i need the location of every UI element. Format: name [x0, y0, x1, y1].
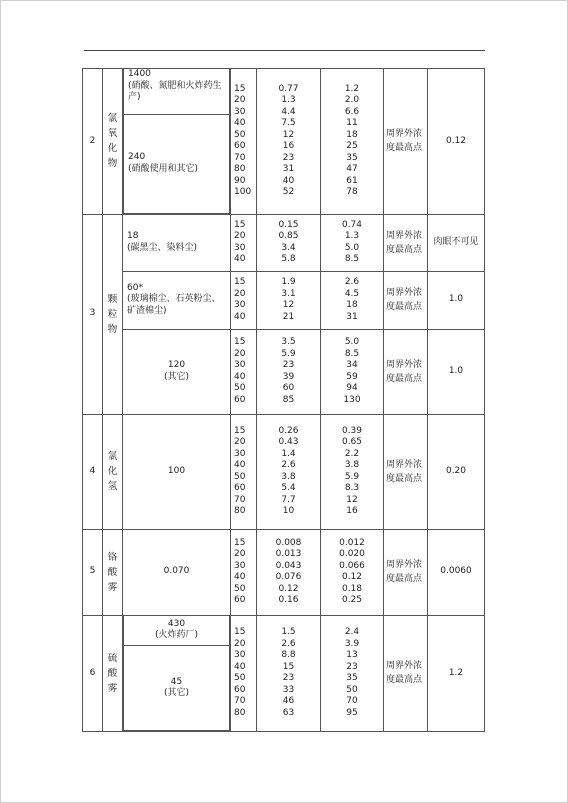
concentration-limit: 1.0 [428, 271, 485, 329]
rate-values-col-a: 0.26 0.43 1.4 2.6 3.8 5.4 7.7 10 [257, 414, 321, 529]
monitoring-location: 周界外浓 度最高点 [384, 271, 428, 329]
rate-note: (碳黑尘、染料尘) [127, 242, 198, 253]
rate-values-col-a: 1.9 3.1 12 21 [257, 271, 321, 329]
monitoring-location: 周界外浓 度最高点 [384, 414, 428, 529]
monitoring-location: 周界外浓 度最高点 [384, 214, 428, 271]
table-row-3b [83, 271, 485, 329]
pollutant-name: 氯 化 氢 [103, 414, 123, 529]
rate-label: 120 [167, 360, 186, 370]
table-row-2 [83, 69, 485, 215]
rate-values-col-b: 2.6 4.5 18 31 [321, 271, 384, 329]
rate-values-col-b: 0.012 0.020 0.066 0.12 0.18 0.25 [321, 529, 384, 615]
pollutant-name: 铬 酸 雾 [103, 529, 123, 615]
row-number: 3 [83, 214, 103, 414]
row-number: 2 [83, 69, 103, 215]
rate-label: 18 [127, 231, 139, 241]
rate-cell [123, 69, 231, 215]
rate-values-col-b: 0.39 0.65 2.2 3.8 5.9 8.3 12 16 [321, 414, 384, 529]
height-list: 15 20 30 40 [231, 214, 257, 271]
rate-note: (硝酸使用和其它) [128, 163, 199, 174]
monitoring-location: 周界外浓 度最高点 [384, 69, 428, 215]
row-number: 6 [83, 615, 103, 732]
height-list: 15 20 30 40 50 60 70 80 [231, 615, 257, 732]
row-number: 4 [83, 414, 103, 529]
rate-values-col-a: 1.5 2.6 8.8 15 23 33 46 63 [257, 615, 321, 732]
monitoring-location: 周界外浓 度最高点 [384, 329, 428, 414]
rate-note: (火炸药厂) [154, 630, 199, 641]
height-list: 15 20 30 40 50 60 70 80 [231, 414, 257, 529]
concentration-limit: 1.0 [428, 329, 485, 414]
rate-note: (其它) [163, 688, 190, 698]
concentration-limit: 肉眼不可见 [428, 214, 485, 271]
rate-note: 矿渣棉尘) [127, 305, 167, 316]
rate-note: (硝酸、氮肥和火炸药生 [128, 80, 222, 91]
rate-values-col-a: 0.15 0.85 3.4 5.8 [257, 214, 321, 271]
concentration-limit: 0.20 [428, 414, 485, 529]
table-row-5 [83, 529, 485, 615]
emission-standards-table [82, 68, 485, 732]
concentration-limit: 0.12 [428, 69, 485, 215]
concentration-limit: 1.2 [428, 615, 485, 732]
rate-values-col-a: 0.008 0.013 0.043 0.076 0.12 0.16 [257, 529, 321, 615]
header-rule [84, 50, 485, 51]
pollutant-name: 硫 酸 雾 [103, 615, 123, 732]
rate-values-col-b: 0.74 1.3 5.0 8.5 [321, 214, 384, 271]
rate-values-col-a: 0.77 1.3 4.4 7.5 12 16 23 31 40 52 [257, 69, 321, 215]
monitoring-location: 周界外浓 度最高点 [384, 529, 428, 615]
rate-cell: 0.070 [123, 529, 231, 615]
rate-label: 430 [167, 618, 186, 629]
rate-cell [123, 615, 231, 732]
rate-cell [123, 214, 231, 271]
rate-values-col-b: 2.4 3.9 13 23 35 50 70 95 [321, 615, 384, 732]
row-number: 5 [83, 529, 103, 615]
rate-cell: 100 [123, 414, 231, 529]
height-list: 15 20 30 40 50 60 70 80 90 100 [231, 69, 257, 215]
table-row-4 [83, 414, 485, 529]
rate-values-col-a: 3.5 5.9 23 39 60 85 [257, 329, 321, 414]
rate-cell [123, 271, 231, 329]
table-row-3 [83, 214, 485, 271]
table-row-3c [83, 329, 485, 414]
table-row-6 [83, 615, 485, 732]
rate-values-col-b: 5.0 8.5 34 59 94 130 [321, 329, 384, 414]
rate-label: 60* [127, 282, 143, 293]
rate-note: (玻璃棉尘、石英粉尘、 [127, 294, 221, 305]
height-list: 15 20 30 40 [231, 271, 257, 329]
rate-label: 45 [170, 676, 183, 687]
rate-note: 产) [128, 92, 141, 102]
rate-note: (其它) [163, 371, 190, 382]
pollutant-name: 颗 粒 物 [103, 214, 123, 414]
rate-values-col-b: 1.2 2.0 6.6 11 18 25 35 47 61 78 [321, 69, 384, 215]
monitoring-location: 周界外浓 度最高点 [384, 615, 428, 732]
height-list: 15 20 30 40 50 60 [231, 329, 257, 414]
pollutant-name: 氯 氧 化 物 [103, 69, 123, 215]
concentration-limit: 0.0060 [428, 529, 485, 615]
height-list: 15 20 30 40 50 60 [231, 529, 257, 615]
rate-label: 1400 [128, 69, 151, 79]
rate-label: 240 [128, 152, 146, 162]
rate-cell [123, 329, 231, 414]
